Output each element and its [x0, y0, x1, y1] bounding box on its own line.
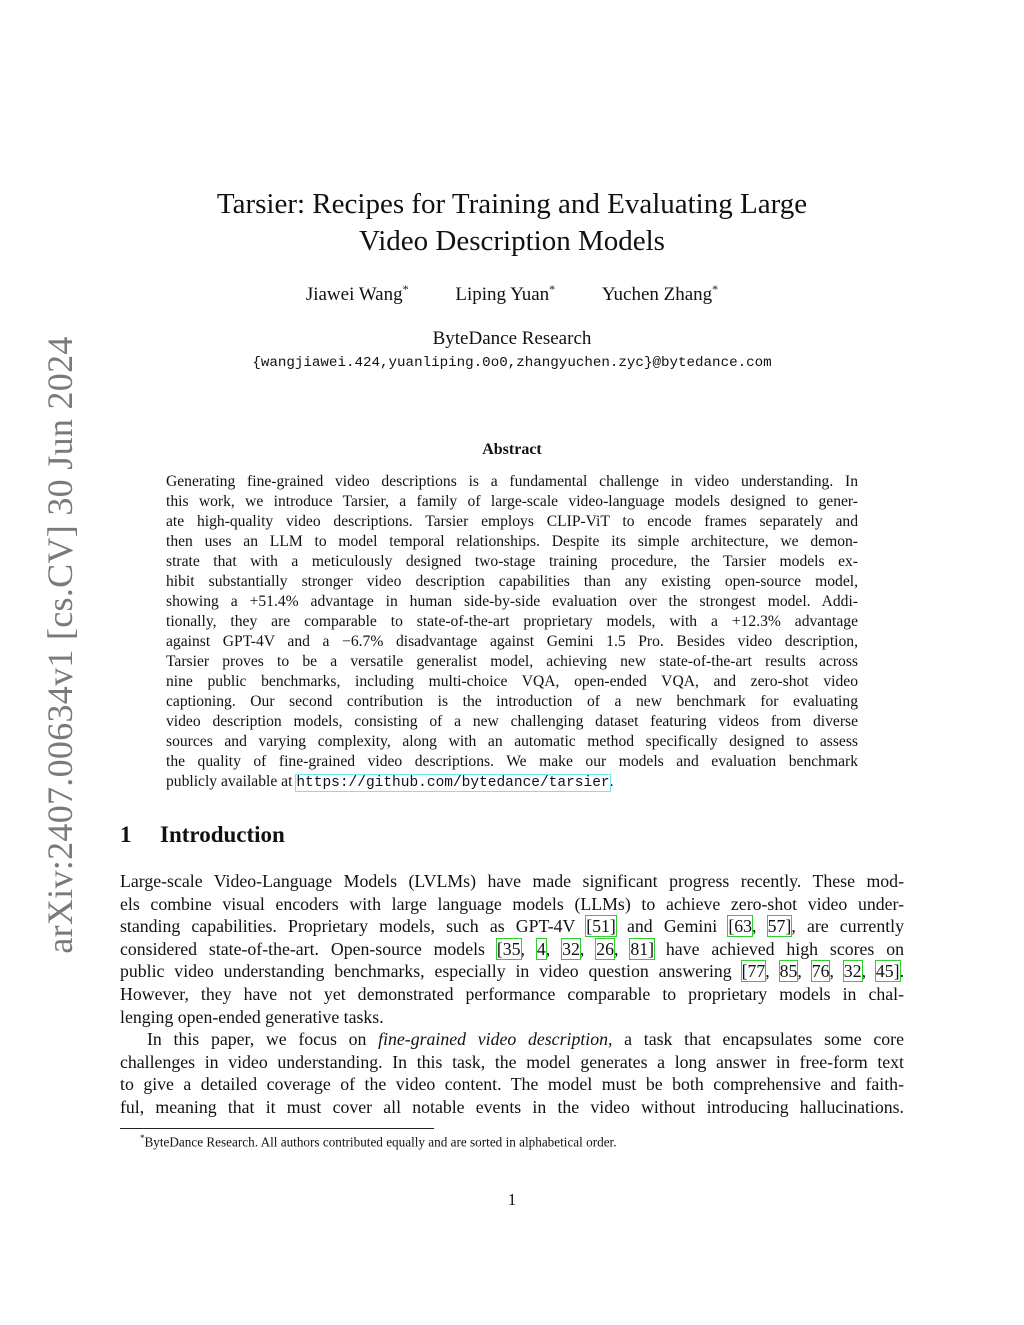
section-heading: [120, 822, 285, 848]
footnote-mark: *: [140, 1133, 145, 1143]
abstract-line: nine public benchmarks, including multi-choice VQA, open-ended VQA, and zero-shot video: [166, 673, 858, 690]
citation-link[interactable]: 45]: [875, 961, 900, 982]
citation-link[interactable]: 26: [596, 938, 614, 959]
citation-link[interactable]: [77: [741, 961, 766, 982]
footnote: [140, 1133, 617, 1150]
footnote-rule: [120, 1128, 434, 1129]
body-text: , a task that encapsulates some core: [608, 1029, 904, 1050]
body-text: ,: [752, 916, 768, 937]
body-line: considered state-of-the-art. Open-source models [35, 4, 32, 26, 81] have achieved high scores on: [120, 938, 904, 959]
abstract-line: video description models, consisting of a new challenging dataset featuring videos from diverse: [166, 713, 858, 730]
abstract-text: publicly available at: [166, 773, 297, 790]
body-line: [120, 915, 904, 938]
body-line: [120, 1028, 904, 1051]
body-line: els combine visual encoders with large language models (LLMs) to achieve zero-shot video under-: [120, 893, 904, 914]
author: [455, 282, 555, 306]
introduction-body: [120, 870, 904, 1119]
body-text: and Gemini: [615, 916, 729, 937]
emphasis-text: fine-grained video description: [378, 1029, 608, 1050]
title-line-2: Video Description Models: [359, 225, 665, 257]
author-name: Jiawei Wang: [305, 284, 403, 306]
body-line: challenges in video understanding. In this task, the model generates a long answer in free-form text: [120, 1051, 904, 1072]
body-line: However, they have not yet demonstrated performance comparable to proprietary models in chal-: [120, 983, 904, 1004]
abstract-line: strate that with a meticulously designed two-stage training procedure, the Tarsier models ex-: [166, 553, 858, 570]
abstract-line: ate high-quality video descriptions. Tarsier employs CLIP-ViT to encode frames separately and: [166, 513, 858, 530]
body-line: Large-scale Video-Language Models (LVLMs) have made significant progress recently. These mod-: [120, 871, 904, 891]
author: [602, 282, 718, 306]
body-text: have achieved high scores on: [654, 938, 904, 959]
abstract-line: tionally, they are comparable to state-of-the-art proprietary models, with a +12.3% advantage: [166, 613, 858, 630]
body-text: considered state-of-the-art. Open-source models: [120, 938, 497, 959]
section-number: 1: [120, 822, 132, 847]
author-mark: *: [402, 282, 409, 296]
citation-link[interactable]: 57]: [767, 916, 792, 937]
affiliation: ByteDance Research: [432, 328, 592, 349]
abstract-line: then uses an LLM to model temporal relationships. Despite its simple architecture, we demon-: [166, 533, 858, 550]
citation-link[interactable]: 81]: [630, 938, 655, 959]
abstract-line: hibit substantially stronger video description capabilities than any existing open-source model,: [166, 573, 858, 590]
email-addresses: {wangjiawei.424,yuanliping.0o0,zhangyuchen.zyc}@bytedance.com: [252, 355, 772, 371]
body-line: public video understanding benchmarks, especially in video question answering [77, 85, 76, 32, 45].: [120, 961, 905, 982]
abstract-line: the quality of fine-grained video descriptions. We make our models and evaluation benchmark: [166, 753, 858, 770]
citation-link[interactable]: [63: [728, 916, 753, 937]
abstract-line: Tarsier proves to be a versatile generalist model, achieving new state-of-the-art results across: [166, 653, 858, 670]
author-list: [120, 282, 904, 306]
citation-link[interactable]: 76: [811, 961, 830, 982]
author-name: Yuchen Zhang: [601, 284, 713, 306]
abstract-line: captioning. Our second contribution is the introduction of a new benchmark for evaluating: [166, 693, 858, 710]
title-line-1: Tarsier: Recipes for Training and Evaluating Large: [216, 188, 808, 220]
body-text: standing capabilities. Proprietary models, such as GPT-4V: [120, 916, 587, 937]
body-text: public video understanding benchmarks, especially in video question answering: [120, 961, 742, 982]
citation-link[interactable]: [35: [496, 938, 521, 959]
citation-link[interactable]: 32: [843, 961, 862, 982]
abstract-body: [166, 472, 858, 792]
citation-link[interactable]: [51]: [586, 916, 616, 937]
abstract-line: against GPT-4V and a −6.7% disadvantage against Gemini 1.5 Pro. Besides video description,: [166, 633, 858, 650]
author-name: Liping Yuan: [455, 284, 550, 306]
author-mark: *: [549, 282, 556, 296]
paper-title: [120, 186, 904, 260]
page-number: 1: [507, 1190, 517, 1209]
github-link[interactable]: https://github.com/bytedance/tarsier: [296, 775, 610, 791]
body-line: to give a detailed coverage of the video content. The model must be both comprehensive and faith-: [120, 1074, 904, 1095]
abstract-heading: Abstract: [482, 441, 542, 458]
abstract-line: sources and varying complexity, along with an automatic method specifically designed to assess: [166, 733, 858, 750]
citation-link[interactable]: 85: [779, 961, 798, 982]
author: [306, 282, 409, 306]
section-title: Introduction: [160, 822, 285, 847]
arxiv-identifier: arXiv:2407.00634v1 [cs.CV] 30 Jun 2024: [40, 336, 80, 954]
body-text: , are currently: [791, 916, 904, 937]
abstract-line: this work, we introduce Tarsier, a family of large-scale video-language models designed to gener-: [166, 493, 858, 510]
body-text: In this paper, we focus on: [147, 1029, 379, 1050]
citation-link[interactable]: 32: [562, 938, 580, 959]
author-mark: *: [712, 282, 719, 296]
abstract-line: showing a +51.4% advantage in human side-by-side evaluation over the strongest model. Addi-: [166, 593, 858, 610]
body-line: ful, meaning that it must cover all notable events in the video without introducing hallucinations.: [120, 1096, 904, 1117]
abstract-line: Generating fine-grained video descriptions is a fundamental challenge in video understanding. In: [166, 473, 858, 490]
abstract-text: .: [609, 773, 614, 790]
citation-link[interactable]: 4: [536, 938, 546, 959]
abstract-last-line: [166, 772, 858, 792]
body-text: .: [899, 961, 905, 982]
body-line: lenging open-ended generative tasks.: [120, 1006, 384, 1027]
footnote-text: ByteDance Research. All authors contributed equally and are sorted in alphabetical order.: [144, 1134, 617, 1150]
